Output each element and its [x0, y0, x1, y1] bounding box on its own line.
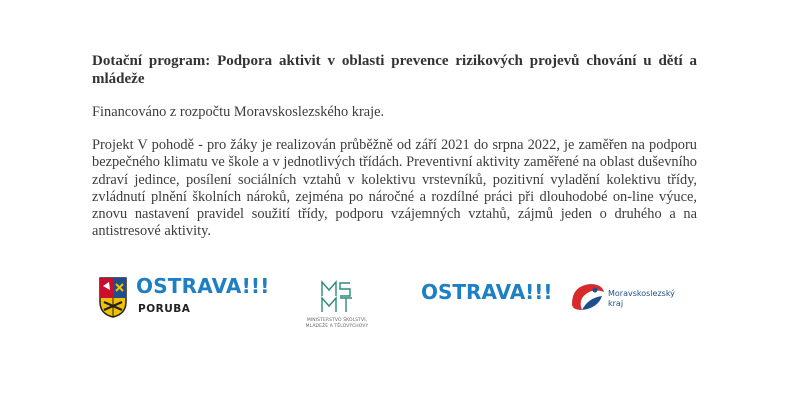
- funding-note: Financováno z rozpočtu Moravskoslezského kraje.: [92, 104, 385, 120]
- msmt-logo: [296, 278, 378, 334]
- msk-logo-line-1: Moravskoslezský: [608, 289, 675, 298]
- ostrava-poruba-logo: [98, 274, 278, 324]
- msmt-caption: [296, 318, 378, 329]
- ostrava-logo-wordmark: OSTRAVA!!!: [421, 280, 553, 304]
- project-description: Projekt V pohodě - pro žáky je realizován průběžně od září 2021 do srpna 2022, je zaměřen na podporu bezpečného klimatu ve škole a v jednotlivých třídách. Preventivní aktivity zaměřené na oblast duševního zdraví jedince, posílení sociálních vztahů v kolektivu vrstevníků, pozitivní vyladění kolektivu třídy, zvládnutí plnění školních nároků, zejména po náročné a rozdílné práci při dlouhodobé on-line výuce, znovu nastavení pravidel soužití třídy, podporu vzájemných vztahů, zájmů jeden o druhého a na antistresové aktivity.: [92, 137, 697, 240]
- msk-emblem-icon: [568, 278, 606, 314]
- poruba-logo-wordmark: OSTRAVA!!!: [136, 274, 270, 298]
- poruba-coat-of-arms-icon: [98, 276, 128, 318]
- moravskoslezsky-kraj-logo: [568, 278, 688, 318]
- ostrava-logo: [421, 280, 561, 306]
- document-body: [92, 52, 697, 240]
- msk-logo-name: [608, 289, 675, 309]
- msmt-caption-line-2: MLÁDEŽE A TĚLOVÝCHOVY: [305, 323, 369, 329]
- partner-logos: [0, 268, 789, 358]
- poruba-logo-subtitle: PORUBA: [138, 303, 191, 315]
- msmt-caption-line-1: MINISTERSTVO ŠKOLSTVÍ,: [306, 318, 368, 323]
- msmt-emblem-icon: [296, 278, 378, 316]
- msk-logo-line-2: kraj: [608, 299, 624, 308]
- program-title: Dotační program: Podpora aktivit v oblasti prevence rizikových projevů chování u dětí a mládeže: [92, 53, 697, 87]
